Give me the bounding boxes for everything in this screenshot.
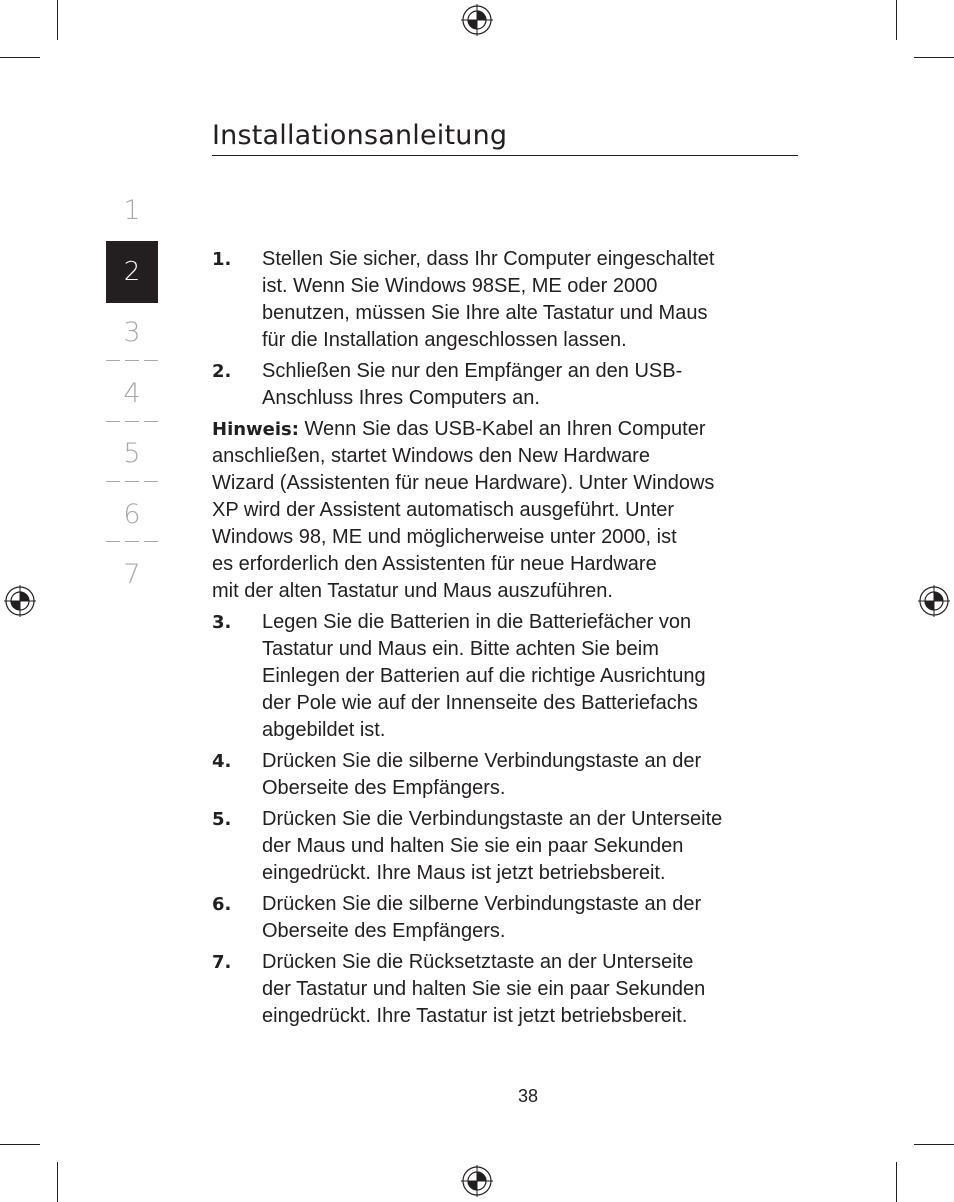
step-text: Einlegen der Batterien auf die richtige Ausrichtung <box>262 665 706 687</box>
page-title: Installationsanleitung <box>212 120 508 151</box>
step-text: eingedrückt. Ihre Tastatur ist jetzt betriebsbereit. <box>262 1005 688 1027</box>
step-text: abgebildet ist. <box>262 719 386 741</box>
step-text: Legen Sie die Batterien in die Batteriefächer von <box>262 611 692 633</box>
section-tab-4[interactable]: 4 <box>123 378 141 409</box>
step-number: 4. <box>212 751 232 772</box>
crop-mark-top-left-h <box>0 57 40 58</box>
step-text: Drücken Sie die Verbindungstaste an der Unterseite <box>262 808 723 830</box>
note-label: Hinweis: <box>212 419 299 440</box>
step-text: der Pole wie auf der Innenseite des Batteriefachs <box>262 692 698 714</box>
step-3 <box>212 609 798 744</box>
note-text: XP wird der Assistent automatisch ausgeführt. Unter <box>212 499 675 521</box>
note-text: Wizard (Assistenten für neue Hardware). Unter Windows <box>212 472 715 494</box>
note <box>212 416 798 605</box>
crop-mark-bottom-left <box>57 1162 58 1202</box>
step-text: für die Installation angeschlossen lassen. <box>262 329 627 351</box>
registration-mark-right-icon <box>918 585 950 617</box>
step-text: ist. Wenn Sie Windows 98SE, ME oder 2000 <box>262 275 658 297</box>
step-2 <box>212 358 798 412</box>
section-tab-2[interactable]: 2 <box>106 241 158 303</box>
note-first-line <box>212 416 798 443</box>
note-text: Windows 98, ME und möglicherweise unter 2000, ist <box>212 526 677 548</box>
registration-mark-left-icon <box>4 585 36 617</box>
section-tab-7[interactable]: 7 <box>123 559 141 590</box>
step-text: Drücken Sie die silberne Verbindungstaste an der <box>262 750 702 772</box>
instructions <box>212 246 798 1034</box>
title-underline <box>212 155 798 156</box>
registration-mark-bottom-icon <box>461 1165 493 1197</box>
step-5 <box>212 806 798 887</box>
step-1 <box>212 246 798 354</box>
step-text: eingedrückt. Ihre Maus ist jetzt betriebsbereit. <box>262 862 666 884</box>
step-text: Stellen Sie sicher, dass Ihr Computer eingeschaltet <box>262 248 715 270</box>
step-text: Schließen Sie nur den Empfänger an den USB- <box>262 360 683 382</box>
step-text: Oberseite des Empfängers. <box>262 920 506 942</box>
step-number: 6. <box>212 894 232 915</box>
crop-mark-top-left <box>57 0 58 40</box>
step-number: 3. <box>212 612 232 633</box>
registration-mark-top-icon <box>461 4 493 36</box>
section-tab-5[interactable]: 5 <box>123 438 141 469</box>
note-text: es erforderlich den Assistenten für neue Hardware <box>212 553 657 575</box>
section-divider <box>106 360 158 362</box>
step-6 <box>212 891 798 945</box>
section-divider <box>106 541 158 543</box>
step-number: 1. <box>212 249 232 270</box>
step-number: 7. <box>212 952 232 973</box>
step-7 <box>212 949 798 1030</box>
step-text: Anschluss Ihres Computers an. <box>262 387 540 409</box>
section-tab-1[interactable]: 1 <box>123 195 141 226</box>
page-number: 38 <box>517 1086 539 1106</box>
section-tab-3[interactable]: 3 <box>123 317 141 348</box>
step-number: 5. <box>212 809 232 830</box>
step-text: Tastatur und Maus ein. Bitte achten Sie beim <box>262 638 659 660</box>
step-number: 2. <box>212 361 232 382</box>
step-text: der Maus und halten Sie sie ein paar Sekunden <box>262 835 684 857</box>
crop-mark-top-right <box>896 0 897 40</box>
crop-mark-bottom-right-h <box>914 1144 954 1145</box>
crop-mark-top-right-h <box>914 57 954 58</box>
section-tab-6[interactable]: 6 <box>123 499 141 530</box>
section-divider <box>106 481 158 483</box>
crop-mark-bottom-right <box>896 1162 897 1202</box>
note-text: Wenn Sie das USB-Kabel an Ihren Computer <box>298 418 706 440</box>
step-text: der Tastatur und halten Sie sie ein paar Sekunden <box>262 978 706 1000</box>
step-text: Oberseite des Empfängers. <box>262 777 506 799</box>
step-text: Drücken Sie die Rücksetztaste an der Unterseite <box>262 951 694 973</box>
crop-mark-bottom-left-h <box>0 1144 40 1145</box>
note-text: anschließen, startet Windows den New Hardware <box>212 445 650 467</box>
step-text: Drücken Sie die silberne Verbindungstaste an der <box>262 893 702 915</box>
step-text: benutzen, müssen Sie Ihre alte Tastatur und Maus <box>262 302 708 324</box>
step-4 <box>212 748 798 802</box>
note-text: mit der alten Tastatur und Maus auszuführen. <box>212 580 613 602</box>
